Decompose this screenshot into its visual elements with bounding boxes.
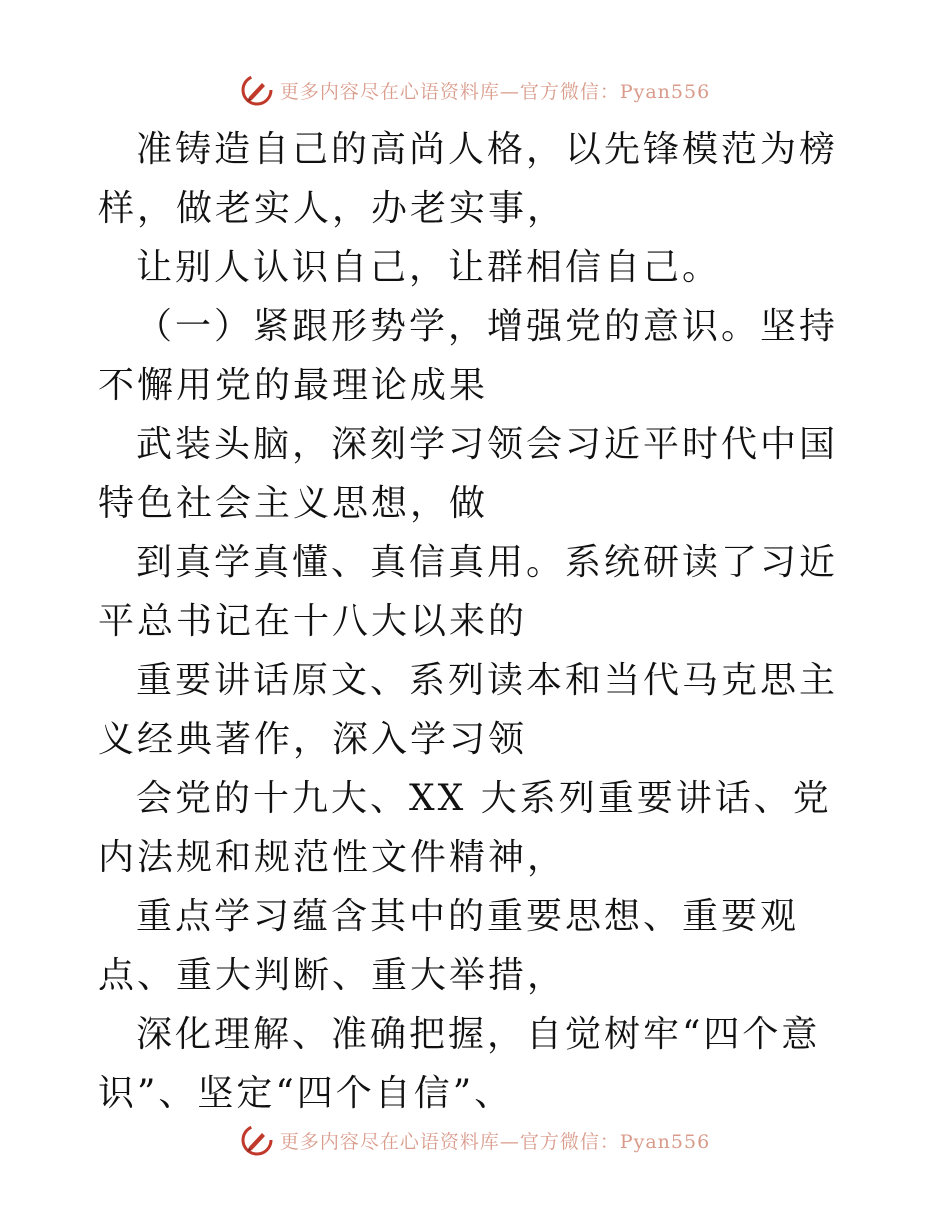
paragraph: （一）紧跟形势学，增强党的意识。坚持不懈用党的最理论成果: [98, 306, 839, 406]
paragraph: 重点学习蕴含其中的重要思想、重要观点、重大判断、重大举措，: [98, 896, 800, 996]
footer-watermark-text: 更多内容尽在心语资料库—官方微信：Pyan556: [279, 1130, 711, 1153]
paragraph: 让别人认识自己，让群相信自己。: [136, 247, 722, 288]
paragraph: 准铸造自己的高尚人格，以先锋模范为榜样，做老实人，办老实事，: [98, 129, 839, 229]
footer-watermark-banner: [0, 1120, 950, 1160]
paragraph: 武装头脑，深刻学习领会习近平时代中国特色社会主义思想，做: [98, 424, 839, 524]
paragraph: 重要讲话原文、系列读本和当代马克思主义经典著作，深入学习领: [98, 660, 839, 760]
pen-swirl-icon: [240, 73, 274, 107]
pen-swirl-icon: [240, 1123, 274, 1157]
header-watermark-text: 更多内容尽在心语资料库—官方微信：Pyan556: [279, 80, 711, 103]
header-watermark-banner: [0, 70, 950, 110]
paragraph: 会党的十九大、XX 大系列重要讲话、党内法规和规范性文件精神，: [98, 778, 832, 878]
paragraph: 深化理解、准确把握，自觉树牢“四个意识”、坚定“四个自信”、: [98, 1014, 821, 1114]
paragraph: 到真学真懂、真信真用。系统研读了习近平总书记在十八大以来的: [98, 542, 839, 642]
document-body: [98, 120, 858, 1123]
